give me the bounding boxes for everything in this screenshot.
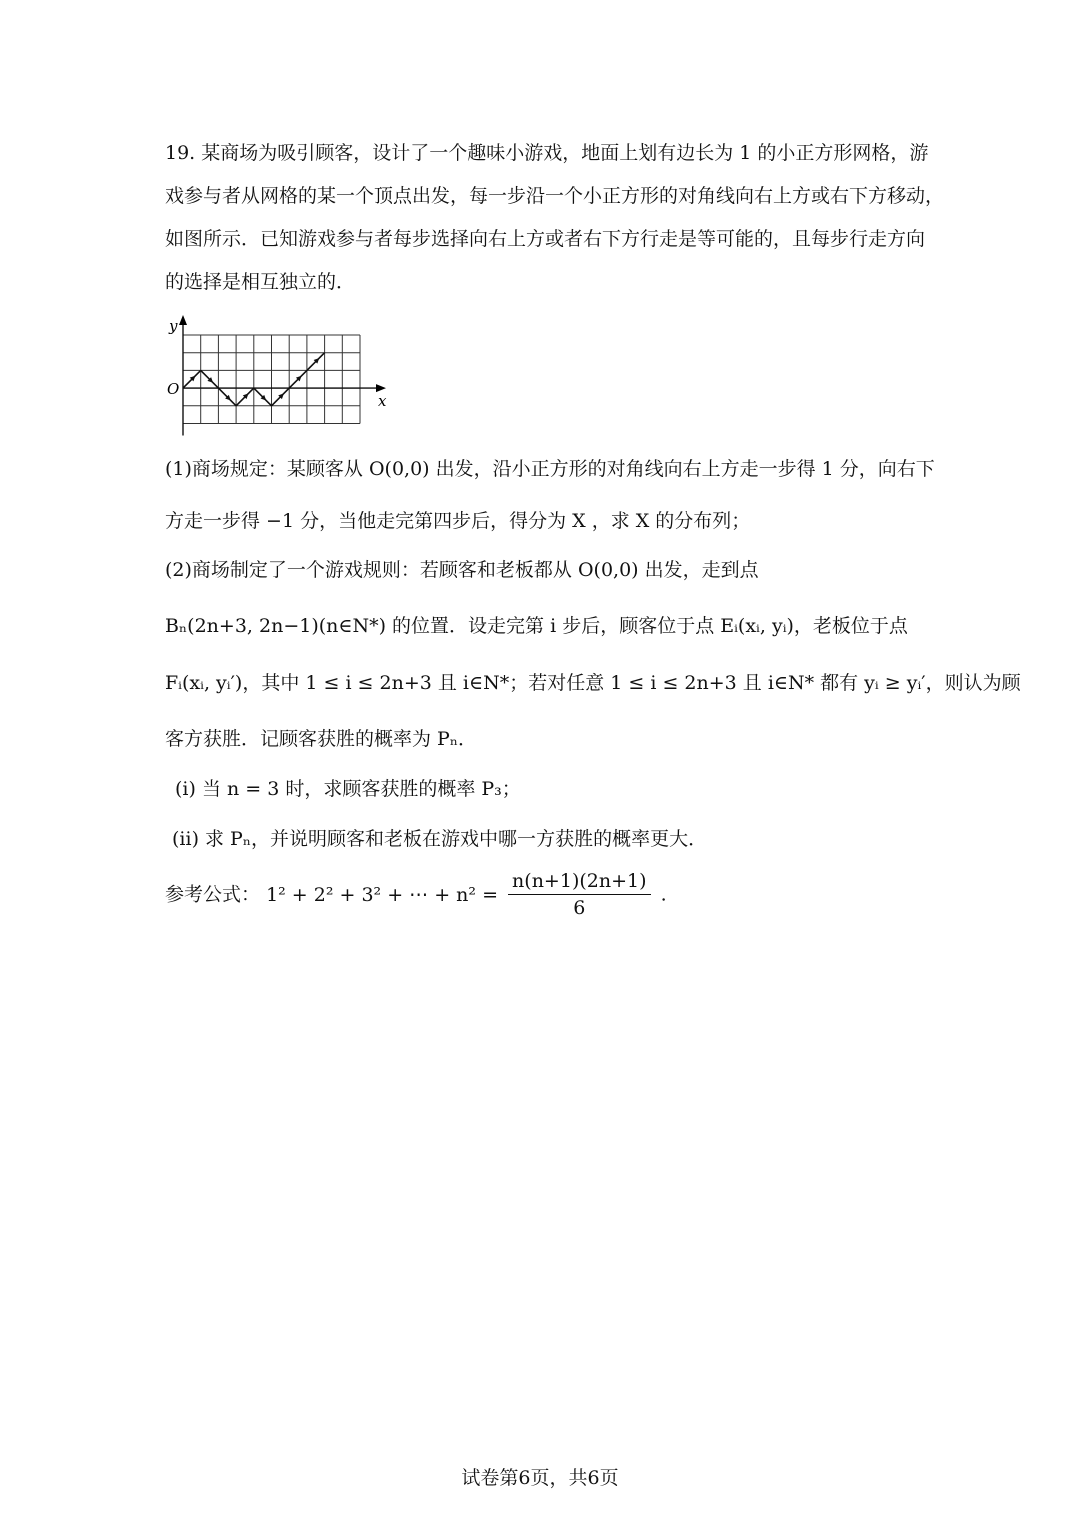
part1-line-1: (1)商场规定：某顾客从 O(0,0) 出发，沿小正方形的对角线向右上方走一步得 1 分，向右下 (165, 458, 935, 480)
grid-path-figure (165, 313, 385, 433)
formula-fraction (508, 868, 650, 921)
part2-line-3: Fᵢ(xᵢ, yᵢ′)，其中 1 ≤ i ≤ 2n+3 且 i∈N*；若对任意 1 ≤ i ≤ 2n+3 且 i∈N* 都有 yᵢ ≥ yᵢ′，则认为顾 (165, 672, 1021, 694)
part2-line-2: Bₙ(2n+3, 2n−1)(n∈N*) 的位置．设走完第 i 步后，顾客位于点 Eᵢ(xᵢ, yᵢ)，老板位于点 (165, 615, 908, 637)
part2-line-1: (2)商场制定了一个游戏规则：若顾客和老板都从 O(0,0) 出发，走到点 (165, 559, 759, 581)
y-axis-arrow-icon (179, 315, 187, 325)
subquestion-ii: (ⅱ) 求 Pₙ，并说明顾客和老板在游戏中哪一方获胜的概率更大． (172, 828, 708, 850)
formula-numerator: n(n+1)(2n+1) (508, 868, 650, 895)
formula-end: . (660, 883, 667, 906)
part1-line-2: 方走一步得 −1 分，当他走完第四步后，得分为 X ，求 X 的分布列； (165, 510, 751, 532)
problem-line-4: 的选择是相互独立的． (165, 271, 356, 293)
problem-line-3: 如图所示．已知游戏参与者每步选择向右上方或者右下方行走是等可能的，且每步行走方向 (165, 228, 926, 250)
subquestion-i: (i) 当 n = 3 时，求顾客获胜的概率 P₃； (175, 778, 521, 800)
y-axis-label: y (169, 317, 178, 335)
x-axis-label: x (378, 392, 387, 411)
page-footer: 试卷第6页，共6页 (461, 1467, 619, 1489)
formula-lhs: 1² + 2² + 3² + ⋯ + n² = (266, 883, 498, 906)
grid-path-diagram (165, 313, 385, 433)
formula-denominator: 6 (573, 897, 586, 919)
reference-formula (165, 868, 925, 924)
problem-line-2: 戏参与者从网格的某一个顶点出发，每一步沿一个小正方形的对角线向右上方或右下方移动， (165, 185, 945, 207)
origin-label: O (167, 380, 180, 399)
formula-label: 参考公式： (165, 883, 261, 906)
x-axis-arrow-icon (376, 384, 386, 392)
part2-line-4: 客方获胜．记顾客获胜的概率为 Pₙ． (165, 728, 478, 750)
problem-line-1: 19. 某商场为吸引顾客，设计了一个趣味小游戏，地面上划有边长为 1 的小正方形网格，游 (165, 142, 929, 164)
